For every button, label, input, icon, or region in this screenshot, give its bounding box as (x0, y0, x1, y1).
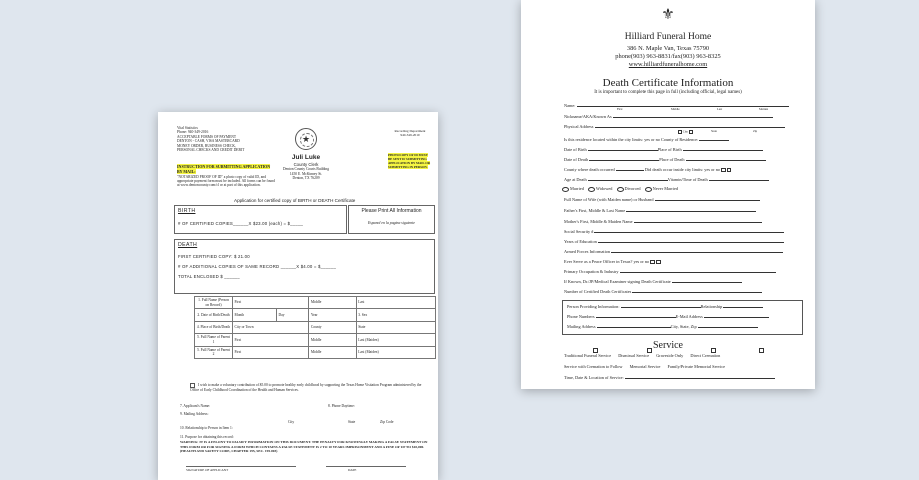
phone-numbers-label: Phone Numbers (567, 314, 595, 319)
zip-sublabel: Zip Code (380, 420, 394, 424)
checkbox-icon[interactable] (593, 348, 598, 353)
dob-label: Date of Birth (564, 147, 587, 152)
table-cell[interactable]: First (233, 297, 309, 309)
yes-checkbox[interactable] (650, 260, 655, 265)
checkbox-icon[interactable] (759, 348, 764, 353)
row-label: 5. Full Name of Parent 2 (195, 346, 233, 358)
father-field[interactable] (564, 208, 802, 213)
age-time-row[interactable] (564, 177, 802, 182)
vital-stats-line: Phone: 940-349-2016 (177, 130, 209, 135)
table-row (195, 321, 436, 333)
dismissal-option[interactable]: Dismissal Service (618, 353, 650, 358)
peace-officer-field[interactable] (564, 259, 802, 264)
website-link[interactable]: www.hilliardfuneralhome.com (628, 61, 708, 68)
recording-dept-line: Recording Department (394, 129, 426, 133)
provider-row[interactable] (567, 304, 805, 309)
application-header (158, 112, 438, 198)
funeral-home-contact (521, 45, 815, 69)
address-sublabel-zip: Zip (753, 129, 758, 133)
name-sublabel-first: First (617, 107, 623, 111)
name-label: Name: (564, 103, 576, 108)
education-field[interactable] (564, 239, 802, 244)
phone-daytime-label: 8. Phone Daytime: (328, 404, 355, 408)
death-section (174, 239, 435, 294)
time-location-field[interactable] (564, 375, 802, 380)
yes-checkbox[interactable] (721, 168, 726, 173)
application-for-label: Application for certified copy of BIRTH or DEATH Certificate (234, 198, 356, 203)
city-text: City (682, 129, 688, 134)
county-clerk-block (280, 128, 332, 180)
mailing-row[interactable] (567, 324, 805, 329)
mail-instructions (177, 164, 275, 188)
widowed-label: Widowed (595, 186, 613, 191)
peace-officer-label: Ever Serve as a Peace Officer in Texas? yes or no (564, 259, 650, 264)
doctor-label: If Known, Dr./JP/Medical Examiner signing Death Certificate (564, 279, 671, 284)
total-enclosed-field[interactable]: TOTAL ENCLOSED $ ______ (178, 274, 240, 280)
birth-section (174, 205, 347, 234)
birth-death-application-page (158, 112, 438, 480)
divorced-radio[interactable] (617, 187, 624, 192)
first-copy-field: FIRST CERTIFIED COPY: $ 21.00 (178, 253, 250, 259)
table-row (195, 297, 436, 309)
address-sublabel-state: State (711, 129, 717, 133)
row-label: 5. Full Name of Parent 1 (195, 334, 233, 346)
address-sublabel-city (678, 130, 693, 134)
form-intro: It is important to complete this page in full (including official, legal names) (594, 90, 742, 95)
table-cell[interactable]: Last (Maiden) (356, 346, 435, 358)
age-label: Age at Death (564, 177, 587, 182)
clerk-address-line: 1450 E. McKinney St. (289, 171, 323, 176)
physical-address-field[interactable] (564, 124, 802, 129)
additional-copies-field[interactable]: # OF ADDITIONAL COPIES OF SAME RECORD ______X $4.00 = $______ (178, 263, 337, 269)
form-title: Death Certificate Information (602, 77, 734, 89)
never-married-label: Never Married (652, 186, 679, 191)
county-death-row[interactable] (564, 167, 802, 172)
row-label: 1. Full Name (Person on Record) (195, 297, 233, 309)
city-sublabel: City (288, 420, 295, 424)
vital-stats-line: PERSONAL CHECKS AND CREDIT DEBIT (177, 148, 245, 153)
name-sublabel-last: Last (717, 107, 723, 111)
occupation-label: Primary Occupation & Industry (564, 269, 619, 274)
recording-dept-line: 940-349-2010 (400, 133, 420, 138)
direct-cremation-option[interactable]: Direct Cremation (690, 353, 721, 358)
divorced-label: Divorced (624, 186, 641, 191)
purpose-label: 11. Purpose for obtaining this record: (180, 435, 234, 439)
married-radio[interactable] (562, 187, 569, 192)
row-label: 4. Place of Birth/Death (195, 321, 233, 333)
spouse-field[interactable] (564, 197, 802, 202)
city-limits-label: Is this residence located within the city limits: yes or no County of Residence: (564, 137, 699, 142)
name-sublabel-maiden: Maiden (759, 107, 769, 111)
address-line: 386 N. Maple Van, Texas 75790 (626, 45, 710, 52)
table-cell[interactable]: State (356, 321, 435, 333)
traditional-option[interactable]: Traditional Funeral Service (564, 353, 612, 358)
checkbox-icon[interactable] (647, 348, 652, 353)
mother-field[interactable] (564, 219, 802, 224)
vital-stats-line: MONEY ORDER, BUSINESS CHECK, (177, 143, 236, 148)
row-label: 2. Date of Birth/Death (195, 309, 233, 321)
date-line[interactable]: DATE (326, 466, 406, 472)
mother-label: Mother's First, Middle & Maiden Name (564, 219, 633, 224)
pod-label: Place of Death (659, 157, 685, 162)
birth-title: BIRTH (178, 208, 196, 214)
clerk-address-line: Denton, TX 76209 (292, 176, 320, 181)
table-row (195, 334, 436, 346)
registrant-table (194, 296, 436, 359)
state-sublabel: State (348, 420, 356, 424)
physical-address-label: Physical Address (564, 124, 594, 129)
table-cell[interactable]: City or Town (233, 321, 309, 333)
table-cell[interactable]: Day (277, 309, 309, 321)
recording-department (386, 129, 434, 138)
table-cell[interactable]: 3. Sex (356, 309, 435, 321)
num-certs-field[interactable] (564, 289, 802, 294)
num-certs-label: Number of Certified Death Certificates (564, 289, 632, 294)
table-cell[interactable]: First (233, 334, 309, 346)
table-cell[interactable]: Year (309, 309, 356, 321)
voluntary-contribution (190, 383, 430, 392)
county-seal-icon: ★ (295, 128, 317, 150)
widowed-radio[interactable] (588, 187, 595, 192)
relationship-label: Relationship (700, 304, 723, 309)
service-options-row-2[interactable] (564, 364, 802, 369)
no-checkbox[interactable] (656, 260, 661, 265)
private-memorial-option[interactable]: Family/Private Memorial Service (667, 364, 726, 369)
print-info-title: Please Print All Information (361, 208, 422, 214)
table-cell[interactable]: Middle (309, 346, 356, 358)
death-title: DEATH (178, 242, 198, 248)
death-city-limits-label: Did death occur inside city limits: yes or no (644, 167, 721, 172)
fleur-de-lis-icon: ⚜ (661, 7, 675, 23)
email-label: E-Mail Address (675, 314, 703, 319)
nickname-field[interactable] (564, 114, 802, 119)
instruction-title: INSTRUCTION FOR SUBMITTING APPLICATION BY MAIL: (177, 164, 271, 175)
ssn-label: Social Security # (564, 229, 594, 234)
armed-forces-label: Armed Forces Information (564, 249, 611, 254)
nickname-label: Nickname/AKA/Known As (564, 114, 612, 119)
relationship-label: 10. Relationship to Person in Item 1: (180, 426, 233, 430)
table-cell[interactable]: First (233, 346, 309, 358)
phone-email-row[interactable] (567, 314, 805, 319)
table-cell[interactable]: Month (233, 309, 277, 321)
informant-box (562, 300, 803, 335)
armed-forces-field[interactable] (564, 249, 802, 254)
city-state-zip-label: City, State, Zip (670, 324, 697, 329)
table-row (195, 309, 436, 321)
instruction-body: "NOTARIZED PROOF OF ID" a photo copy of valid ID, and appropriate payment form must be included. All forms can be found at www.dentoncounty.com/cl or at part of this application. (177, 174, 275, 188)
spanish-note: Espanol en la pagina siguiente (367, 221, 416, 226)
married-label: Married (570, 186, 584, 191)
dod-label: Date of Death (564, 157, 589, 162)
marital-status-row[interactable] (562, 186, 800, 192)
education-label: Years of Education (564, 239, 597, 244)
time-location-label: Time, Date & Location of Service: (564, 375, 624, 380)
mailing-address-label: 9. Mailing Address: (180, 412, 209, 416)
table-cell[interactable]: Middle (309, 297, 356, 309)
felony-warning: WARNING: IT IS A FELONY TO FALSIFY INFORMATION ON THIS DOCUMENT. THE PENALTY FOR KNOWINGLY MAKING A FALSE STATEMENT ON THIS FORM OR FOR SIGNING A FORM WHICH CONTAINS A FALSE STATEMENT IS 2 TO 10 YEARS IMPRISONMENT AND A FINE OF UP TO $10,000. (HEALTH AND SAFETY CODE, CHAPTER 195, SEC. 195.003) (180, 440, 428, 454)
table-cell[interactable]: Last (356, 297, 435, 309)
dob-pob-row[interactable] (564, 147, 802, 152)
table-row (195, 346, 436, 358)
occupation-field[interactable] (564, 269, 802, 274)
signature-line[interactable]: SIGNATURE OF APPLICANT (186, 466, 296, 472)
birth-copies-field[interactable]: # OF CERTIFIED COPIES______X $23.00 (each) = $_____ (178, 220, 304, 226)
mailing-address-label: Mailing Address (567, 324, 596, 329)
print-info-box (348, 205, 435, 234)
service-options-row-1[interactable] (564, 353, 802, 358)
pob-label: Place of Birth (657, 147, 682, 152)
table-cell[interactable]: Middle (309, 334, 356, 346)
memorial-option[interactable]: Memorial Service (629, 364, 661, 369)
table-cell[interactable]: County (309, 321, 356, 333)
funeral-home-name: Hilliard Funeral Home (624, 32, 712, 42)
table-cell[interactable]: Last (Maiden) (356, 334, 435, 346)
phone-fax-line: phone(903) 963-8831/fax(903) 963-8325 (615, 53, 721, 60)
id-notice-text: PHOTOCOPY OF ID MUST BE SENT IF SUBMITTING APPLICATION BY MAIL OR SUBMITTING IN PERSON. (388, 153, 431, 169)
id-notice (388, 154, 432, 169)
city-limits-field[interactable] (564, 137, 802, 142)
death-certificate-info-page (521, 0, 815, 389)
clerk-address-line: Denton County Courts Building (282, 167, 330, 172)
provider-label: Person Providing Information: (567, 304, 620, 309)
vital-stats-line: DENTON - CASH, VISA MASTERCARD (177, 139, 240, 144)
checkbox-icon[interactable] (711, 348, 716, 353)
applicant-name-label: 7. Applicant's Name: (180, 404, 211, 408)
clerk-name: Juli Luke (291, 154, 321, 161)
vital-stats-line: ACCEPTABLE FORMS OF PAYMENT (177, 134, 237, 139)
doctor-field[interactable] (564, 279, 802, 284)
clerk-title: County Clerk (293, 162, 319, 168)
spouse-label: Full Name of Wife (with Maiden name) or Husband (564, 197, 654, 202)
name-sublabel-middle: Middle (671, 107, 680, 111)
never-married-radio[interactable] (645, 187, 652, 192)
county-death-label: County where death occurred (564, 167, 615, 172)
no-checkbox[interactable] (727, 168, 732, 173)
graveside-option[interactable]: Graveside Only (656, 353, 684, 358)
father-label: Father's First, Middle & Last Name (564, 208, 626, 213)
contribution-text: I wish to make a voluntary contribution of $5.00 to promote healthy early childhood by supporting the Texas Home Visitation Program administered by the Office of Early Childhood Coordination of the Health and Human Services. (190, 383, 422, 392)
time-of-death-label: Vitamin/Time of Death (667, 177, 708, 182)
service-title: Service (653, 340, 683, 351)
vital-stats-line: Vital Statistics (177, 126, 198, 130)
service-cremation-option[interactable]: Service with Cremation to Follow (564, 364, 623, 369)
vital-statistics-block (177, 126, 272, 153)
ssn-field[interactable] (564, 229, 802, 234)
dod-pod-row[interactable] (564, 157, 802, 162)
